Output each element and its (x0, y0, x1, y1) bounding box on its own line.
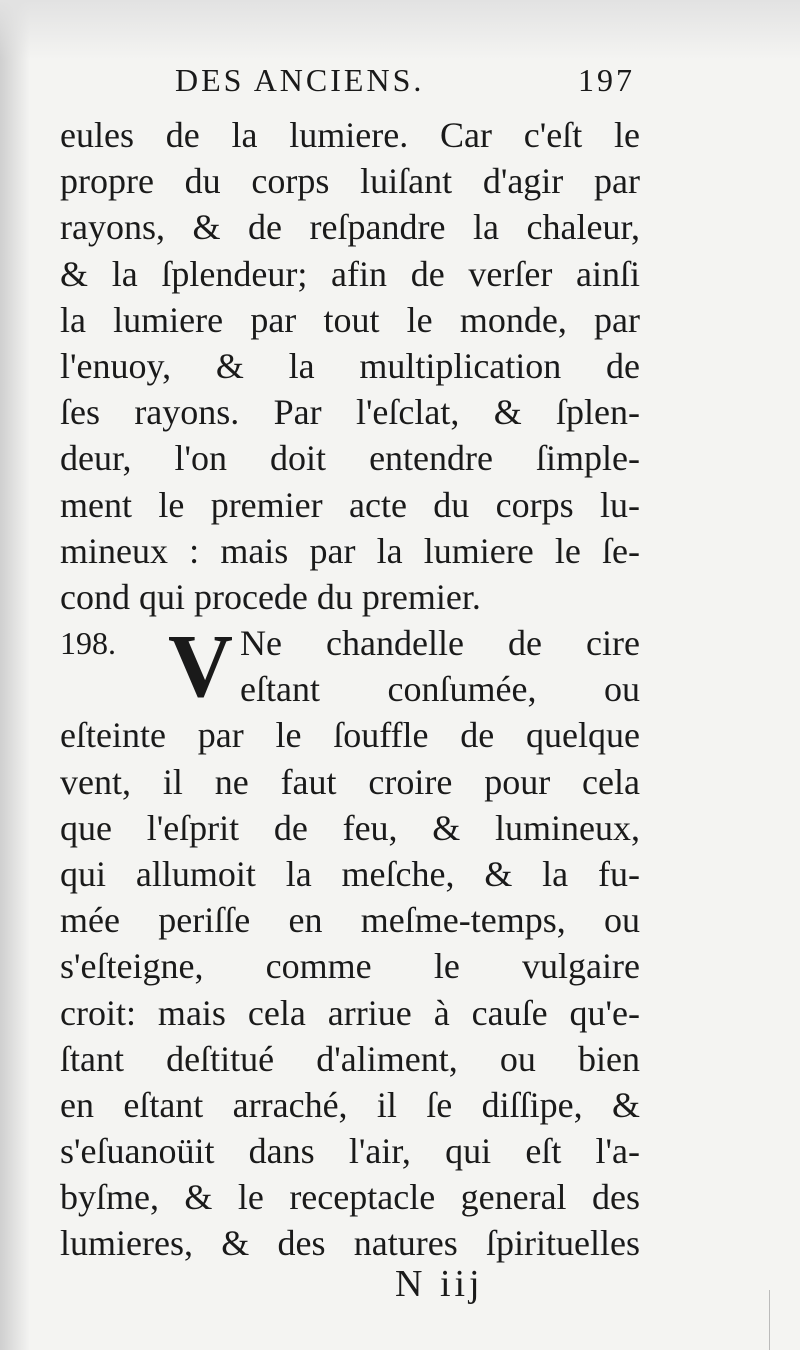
paragraph-198 (60, 617, 640, 1267)
text-line: ſtant deſtitué d'aliment, ou bien (60, 1038, 640, 1079)
text-line: rayons, & de reſpandre la chaleur, (60, 207, 640, 248)
text-line: eſtant conſumée, ou (240, 669, 640, 710)
body-text (60, 112, 640, 620)
text-line: la lumiere par tout le monde, par (60, 299, 640, 340)
text-line: que l'eſprit de feu, & lumineux, (60, 807, 640, 848)
text-line: propre du corps luiſant d'agir par (60, 161, 640, 202)
page-number: 197 (578, 62, 635, 98)
text-line: lumieres, & des natures ſpirituelles (60, 1223, 640, 1264)
text-line: cond qui procede du premier. (60, 576, 481, 617)
text-line: eules de la lumiere. Car c'eſt le (60, 115, 640, 155)
page-gutter-shadow (0, 0, 30, 1350)
text-line: s'eſteigne, comme le vulgaire (60, 946, 640, 987)
text-line: byſme, & le receptacle general des (60, 1177, 640, 1218)
page-top-shadow (0, 0, 800, 60)
page-header (175, 62, 635, 112)
text-line: mée periſſe en meſme-temps, ou (60, 900, 640, 941)
text-line: mineux : mais par la lumiere le ſe- (60, 530, 640, 571)
text-line: ſes rayons. Par l'eſclat, & ſplen- (60, 392, 640, 433)
running-head: DES ANCIENS. (175, 62, 425, 98)
text-line: deur, l'on doit entendre ſimple- (60, 438, 640, 479)
text-line: qui allumoit la meſche, & la fu- (60, 853, 640, 894)
text-line: en eſtant arraché, il ſe diſſipe, & (60, 1084, 640, 1125)
page-edge-line (769, 1290, 770, 1350)
text-line: croit: mais cela arriue à cauſe qu'e- (60, 992, 640, 1033)
text-line: & la ſplendeur; afin de verſer ainſi (60, 253, 640, 294)
text-line: l'enuoy, & la multiplication de (60, 345, 640, 386)
drop-cap: V (168, 617, 233, 716)
paragraph-number: 198. (60, 625, 116, 661)
text-line: Ne chandelle de cire (240, 623, 640, 663)
text-line: s'eſuanoüit dans l'air, qui eſt l'a- (60, 1131, 640, 1172)
text-line: ment le premier acte du corps lu- (60, 484, 640, 525)
signature-mark: N iij (395, 1263, 484, 1305)
text-line: eſteinte par le ſouffle de quelque (60, 715, 640, 756)
text-line: vent, il ne faut croire pour cela (60, 761, 640, 802)
